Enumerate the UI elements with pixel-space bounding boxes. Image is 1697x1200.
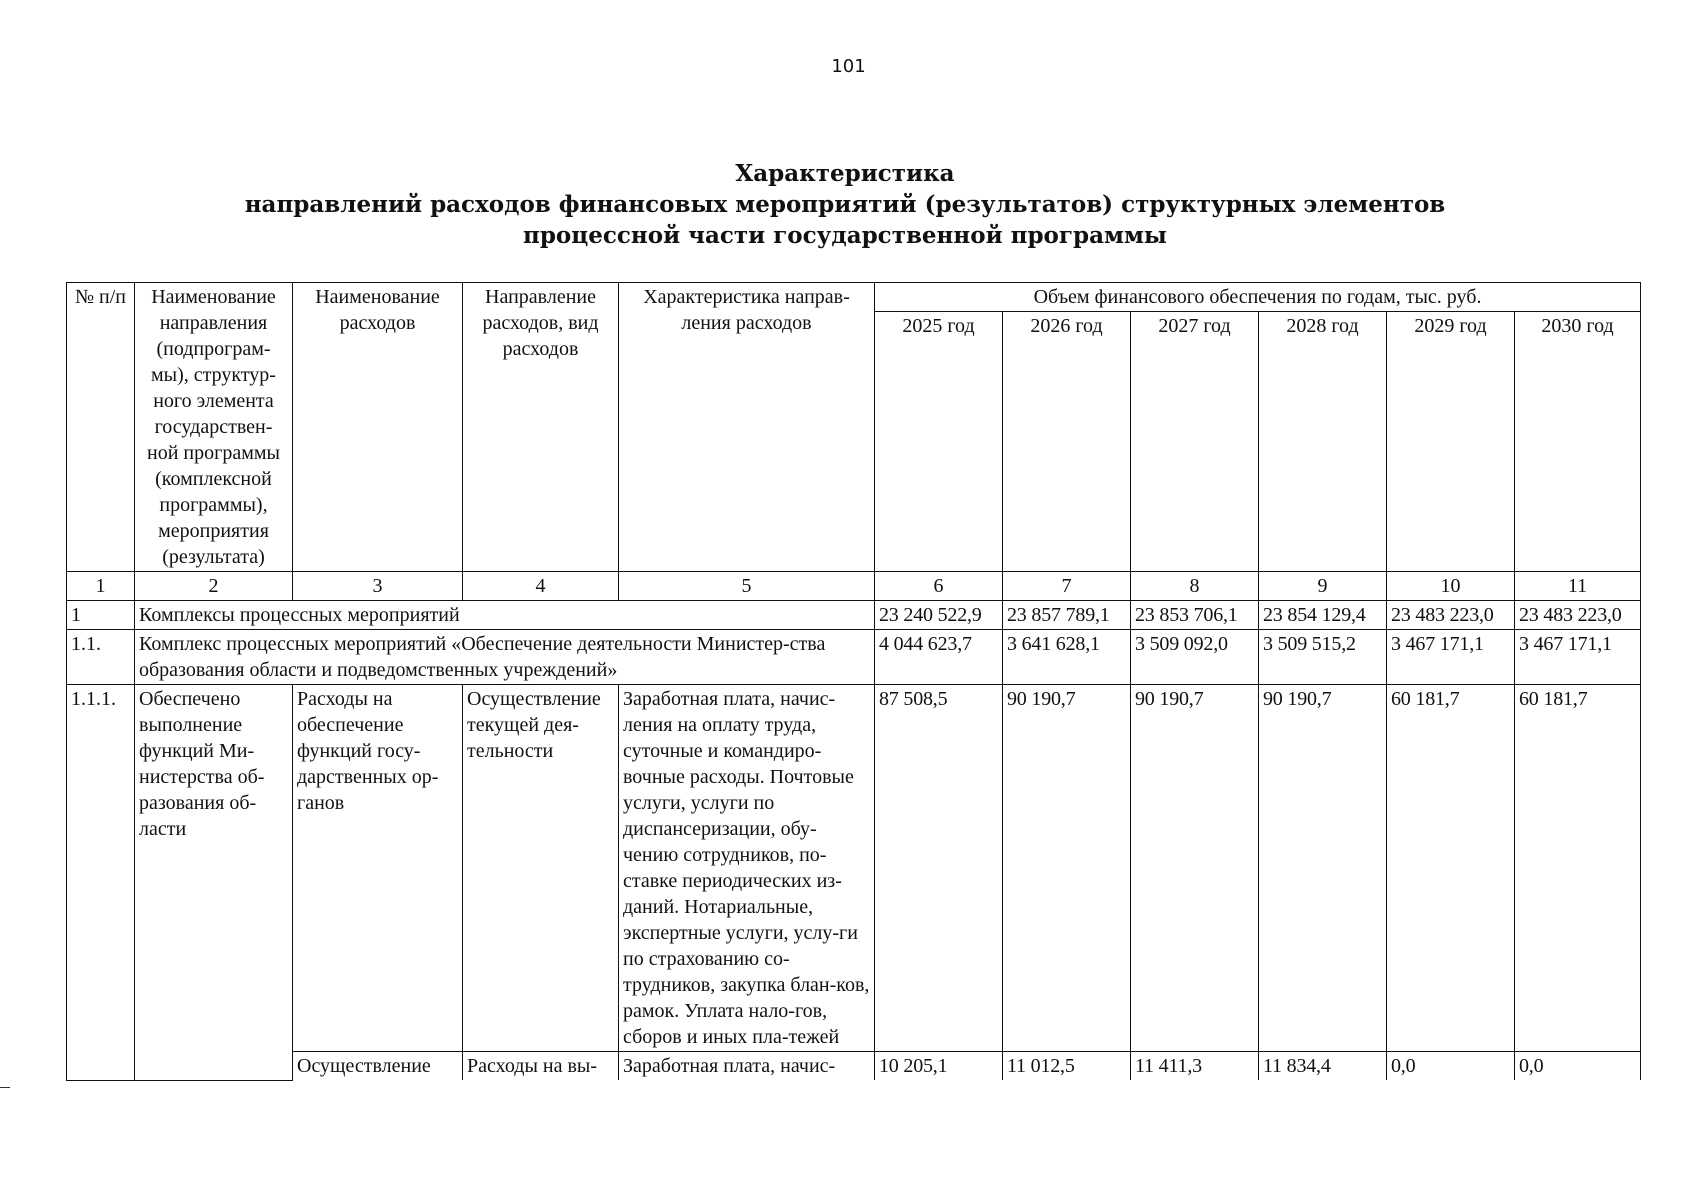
column-number: 7 bbox=[1003, 572, 1131, 601]
column-number: 4 bbox=[463, 572, 619, 601]
page-number: 101 bbox=[831, 56, 866, 77]
value-cell: 3 509 092,0 bbox=[1131, 630, 1259, 685]
value-cell: 11 834,4 bbox=[1259, 1052, 1387, 1081]
value-cell: 87 508,5 bbox=[875, 685, 1003, 1052]
document-title bbox=[220, 158, 1470, 251]
column-number: 5 bbox=[619, 572, 875, 601]
header-year: 2025 год bbox=[875, 312, 1003, 572]
header-volume: Объем финансового обеспечения по годам, тыс. руб. bbox=[875, 283, 1641, 312]
value-cell: 60 181,7 bbox=[1515, 685, 1641, 1052]
row-name: Комплекс процессных мероприятий «Обеспечение деятельности Министер-ства образования области и подведомственных учреждений» bbox=[135, 630, 875, 685]
value-cell: 90 190,7 bbox=[1131, 685, 1259, 1052]
value-cell: 10 205,1 bbox=[875, 1052, 1003, 1081]
column-number: 8 bbox=[1131, 572, 1259, 601]
expenses-table bbox=[66, 282, 1641, 1081]
value-cell: 4 044 623,7 bbox=[875, 630, 1003, 685]
column-numbers-row bbox=[67, 572, 1641, 601]
value-cell: 23 853 706,1 bbox=[1131, 601, 1259, 630]
title-line-1: Характеристика bbox=[735, 160, 955, 187]
value-cell: 3 641 628,1 bbox=[1003, 630, 1131, 685]
expense-name-cell: Осуществление bbox=[293, 1052, 463, 1081]
table-row bbox=[67, 685, 1641, 1052]
row-name: Обеспечено выполнение функций Ми-нистерства об-разования об-ласти bbox=[135, 685, 293, 1081]
title-line-2: направлений расходов финансовых мероприятий (результатов) структурных элементов bbox=[244, 191, 1446, 218]
value-cell: 3 509 515,2 bbox=[1259, 630, 1387, 685]
table-row bbox=[67, 630, 1641, 685]
header-direction-name: Наименование направления (подпрограм-мы), структур-ного элемента государствен-ной программы (комплексной программы), мероприятия (результата) bbox=[135, 283, 293, 572]
header-year: 2030 год bbox=[1515, 312, 1641, 572]
expense-direction-cell: Расходы на вы- bbox=[463, 1052, 619, 1081]
value-cell: 23 854 129,4 bbox=[1259, 601, 1387, 630]
column-number: 9 bbox=[1259, 572, 1387, 601]
header-expense-name: Наименование расходов bbox=[293, 283, 463, 572]
column-number: 10 bbox=[1387, 572, 1515, 601]
table-row bbox=[67, 1052, 1641, 1081]
row-num: 1.1.1. bbox=[67, 685, 135, 1081]
column-number: 1 bbox=[67, 572, 135, 601]
value-cell: 11 411,3 bbox=[1131, 1052, 1259, 1081]
header-year: 2029 год bbox=[1387, 312, 1515, 572]
margin-mark bbox=[0, 1087, 10, 1088]
value-cell: 11 012,5 bbox=[1003, 1052, 1131, 1081]
column-number: 3 bbox=[293, 572, 463, 601]
header-characteristic: Характеристика направ-ления расходов bbox=[619, 283, 875, 572]
value-cell: 23 483 223,0 bbox=[1387, 601, 1515, 630]
value-cell: 90 190,7 bbox=[1003, 685, 1131, 1052]
row-name: Комплексы процессных мероприятий bbox=[135, 601, 875, 630]
column-number: 11 bbox=[1515, 572, 1641, 601]
header-num: № п/п bbox=[67, 283, 135, 572]
expense-direction-cell: Осуществление текущей дея-тельности bbox=[463, 685, 619, 1052]
header-year: 2028 год bbox=[1259, 312, 1387, 572]
value-cell: 23 240 522,9 bbox=[875, 601, 1003, 630]
header-expense-direction: Направление расходов, вид расходов bbox=[463, 283, 619, 572]
value-cell: 0,0 bbox=[1515, 1052, 1641, 1081]
row-num: 1.1. bbox=[67, 630, 135, 685]
header-row bbox=[67, 283, 1641, 312]
characteristic-cell: Заработная плата, начис-ления на оплату труда, суточные и командиро-вочные расходы. Почтовые услуги, услуги по диспансеризации, обу-чению сотрудников, по-ставке периодических из-даний. Нотариальные, экспертные услуги, услу-ги по страхованию со-трудников, закупка блан-ков, рамок. Уплата нало-гов, сборов и иных пла-тежей bbox=[619, 685, 875, 1052]
characteristic-cell: Заработная плата, начис- bbox=[619, 1052, 875, 1081]
value-cell: 23 483 223,0 bbox=[1515, 601, 1641, 630]
column-number: 2 bbox=[135, 572, 293, 601]
expense-name-cell: Расходы на обеспечение функций госу-дарственных ор-ганов bbox=[293, 685, 463, 1052]
header-year: 2026 год bbox=[1003, 312, 1131, 572]
value-cell: 23 857 789,1 bbox=[1003, 601, 1131, 630]
table-row bbox=[67, 601, 1641, 630]
value-cell: 3 467 171,1 bbox=[1387, 630, 1515, 685]
title-line-3: процессной части государственной программы bbox=[523, 222, 1167, 249]
value-cell: 60 181,7 bbox=[1387, 685, 1515, 1052]
value-cell: 90 190,7 bbox=[1259, 685, 1387, 1052]
column-number: 6 bbox=[875, 572, 1003, 601]
row-num: 1 bbox=[67, 601, 135, 630]
value-cell: 3 467 171,1 bbox=[1515, 630, 1641, 685]
header-year: 2027 год bbox=[1131, 312, 1259, 572]
value-cell: 0,0 bbox=[1387, 1052, 1515, 1081]
